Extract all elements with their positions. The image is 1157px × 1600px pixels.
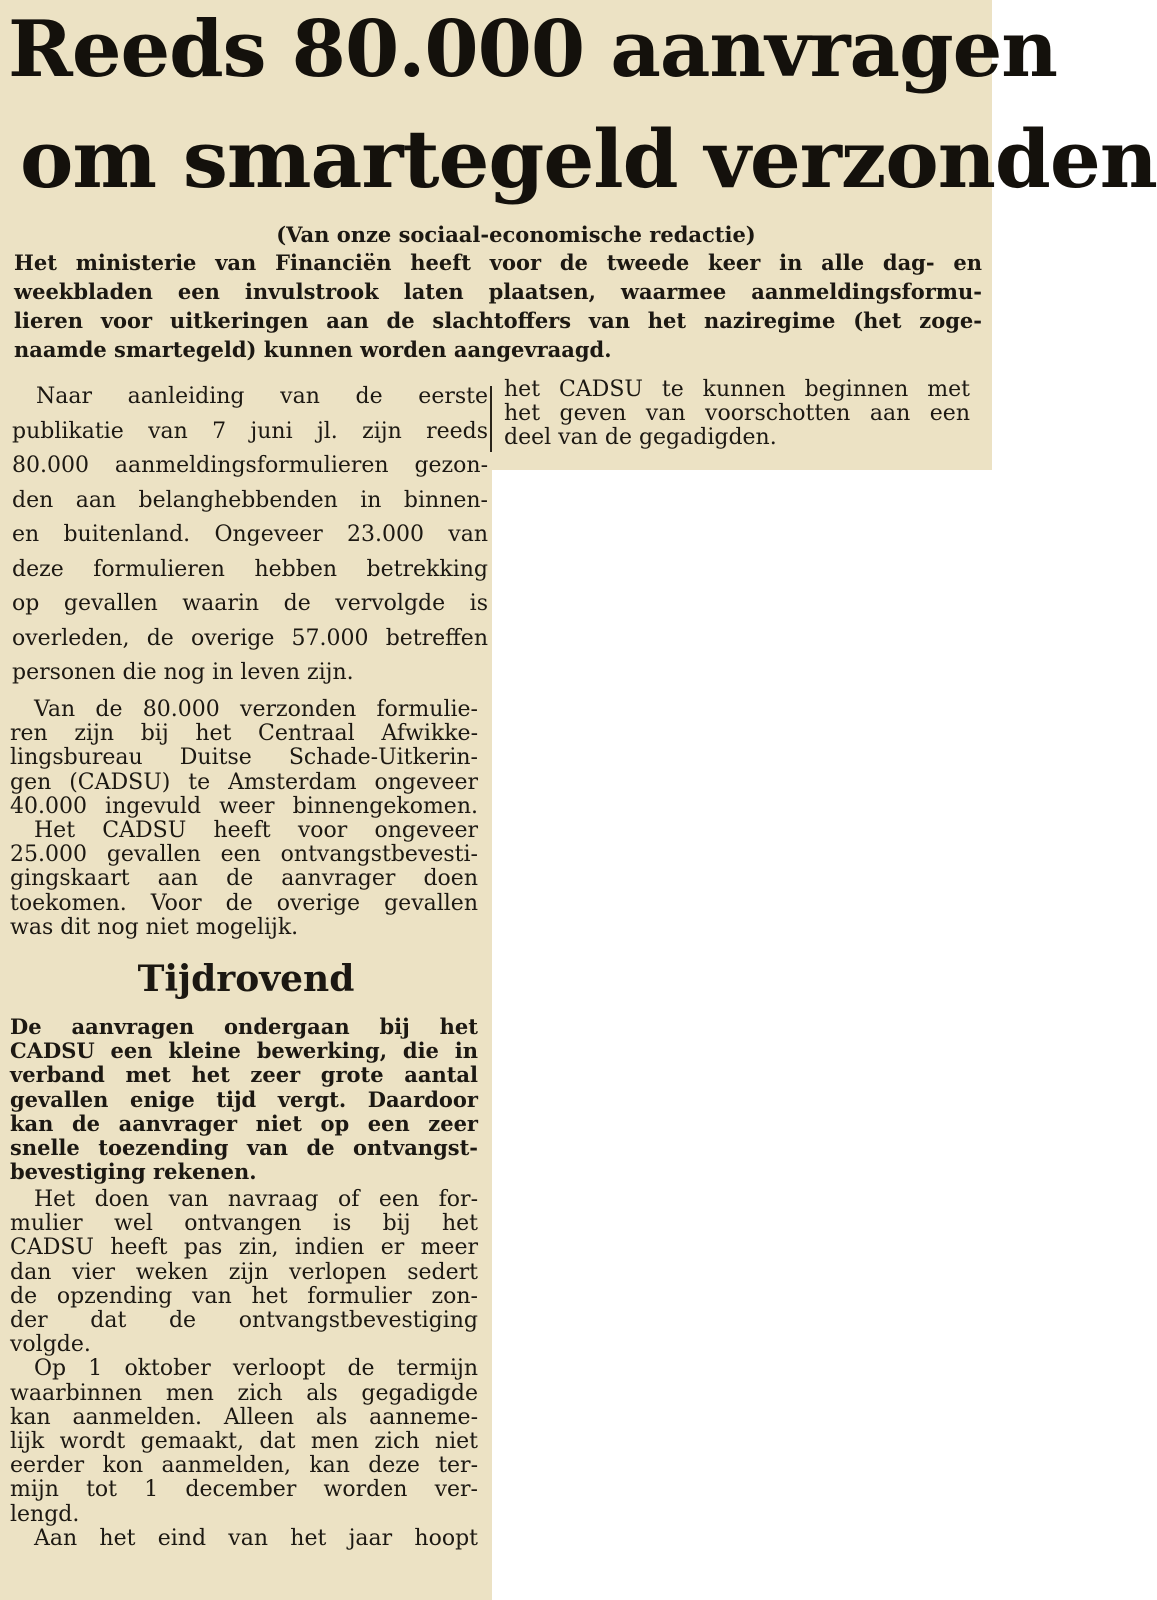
text-line: mulier wel ontvangen is bij het (10, 1211, 478, 1237)
subheading: Tijdrovend (137, 958, 355, 1000)
text-line: op gevallen waarin de vervolgde is (12, 591, 488, 616)
body-paragraph-1 (12, 380, 488, 691)
body-paragraph-3 (10, 1015, 478, 1184)
text-line: gingskaart aan de aanvrager doen (10, 866, 478, 892)
text-line: gevallen enige tijd vergt. Daardoor (10, 1086, 478, 1112)
text-line: CADSU een kleine bewerking, die in (10, 1038, 478, 1064)
lead-paragraph (14, 248, 982, 364)
text-line: lengd. (10, 1501, 80, 1527)
text-line: 40.000 ingevuld weer binnengekomen. (10, 793, 478, 819)
text-line: eerder kon aanmelden, kan deze ter- (10, 1453, 478, 1479)
headline-line-2: om smartegeld verzonden (20, 112, 1157, 206)
text-line: lingsbureau Duitse Schade-Uitkerin- (10, 745, 478, 771)
text-line: overleden, de overige 57.000 betreffen (12, 625, 488, 651)
lead-line: lieren voor uitkeringen aan de slachtoffers van het naziregime (het zoge- (14, 308, 982, 333)
lead-line: Het ministerie van Financiën heeft voor de tweede keer in alle dag- en (14, 250, 982, 275)
text-line: den aan belanghebbenden in binnen- (12, 487, 488, 513)
text-line: snelle toezending van de ontvangst- (10, 1135, 478, 1161)
text-line: publikatie van 7 juni jl. zijn reeds (12, 418, 488, 444)
text-line: verband met het zeer grote aantal (10, 1062, 478, 1088)
text-line: deel van de gegadigden. (504, 425, 777, 450)
text-line: was dit nog niet mogelijk. (10, 914, 299, 940)
byline: (Van onze sociaal-economische redactie) (276, 222, 756, 247)
headline-line-1: Reeds 80.000 aanvragen (8, 4, 1057, 95)
text-line: bevestiging rekenen. (10, 1159, 257, 1185)
text-line: 80.000 aanmeldingsformulieren gezon- (12, 453, 488, 478)
text-line: CADSU heeft pas zin, indien er meer (10, 1235, 478, 1261)
text-line: 25.000 gevallen een ontvangstbevesti- (10, 842, 478, 868)
text-line: Aan het eind van het jaar hoopt (34, 1525, 478, 1551)
text-line: personen die nog in leven zijn. (12, 660, 354, 685)
text-line: der dat de ontvangstbevestiging (10, 1308, 478, 1334)
column-divider (490, 386, 492, 452)
text-line: het geven van voorschotten aan een (504, 401, 970, 426)
text-line: Het doen van navraag of een for- (34, 1187, 478, 1212)
text-line: lijk wordt gemaakt, dat men zich niet (10, 1429, 478, 1455)
body-paragraph-4 (10, 1188, 478, 1551)
text-line: De aanvragen ondergaan bij het (10, 1014, 478, 1039)
lead-line: weekbladen een invulstrook laten plaatsen, waarmee aanmeldingsformu- (14, 279, 982, 304)
text-line: Op 1 oktober verloopt de termijn (34, 1356, 478, 1382)
text-line: toekomen. Voor de overige gevallen (10, 890, 478, 916)
text-line: en buitenland. Ongeveer 23.000 van (12, 522, 488, 547)
text-line: gen (CADSU) te Amsterdam ongeveer (10, 769, 478, 795)
lead-line: naamde smartegeld) kunnen worden aangevraagd. (14, 337, 612, 362)
text-line: Van de 80.000 verzonden formulie- (34, 697, 478, 722)
text-line: waarbinnen men zich als gegadigde (10, 1380, 478, 1406)
text-line: mijn tot 1 december worden ver- (10, 1477, 478, 1503)
text-line: volgde. (10, 1332, 91, 1358)
text-line: ren zijn bij het Centraal Afwikke- (10, 721, 478, 747)
text-line: de opzending van het formulier zon- (10, 1283, 478, 1309)
text-line: deze formulieren hebben betrekking (12, 556, 488, 582)
body-paragraph-2 (10, 698, 478, 940)
text-line: dan vier weken zijn verlopen sedert (10, 1259, 478, 1285)
text-line: Naar aanleiding van de eerste (36, 384, 488, 409)
text-line: kan de aanvrager niet op een zeer (10, 1110, 478, 1136)
body-paragraph-right (504, 378, 970, 450)
text-line: het CADSU te kunnen beginnen met (504, 377, 970, 402)
text-line: kan aanmelden. Alleen als aanneme- (10, 1404, 478, 1430)
text-line: Het CADSU heeft voor ongeveer (34, 818, 478, 844)
